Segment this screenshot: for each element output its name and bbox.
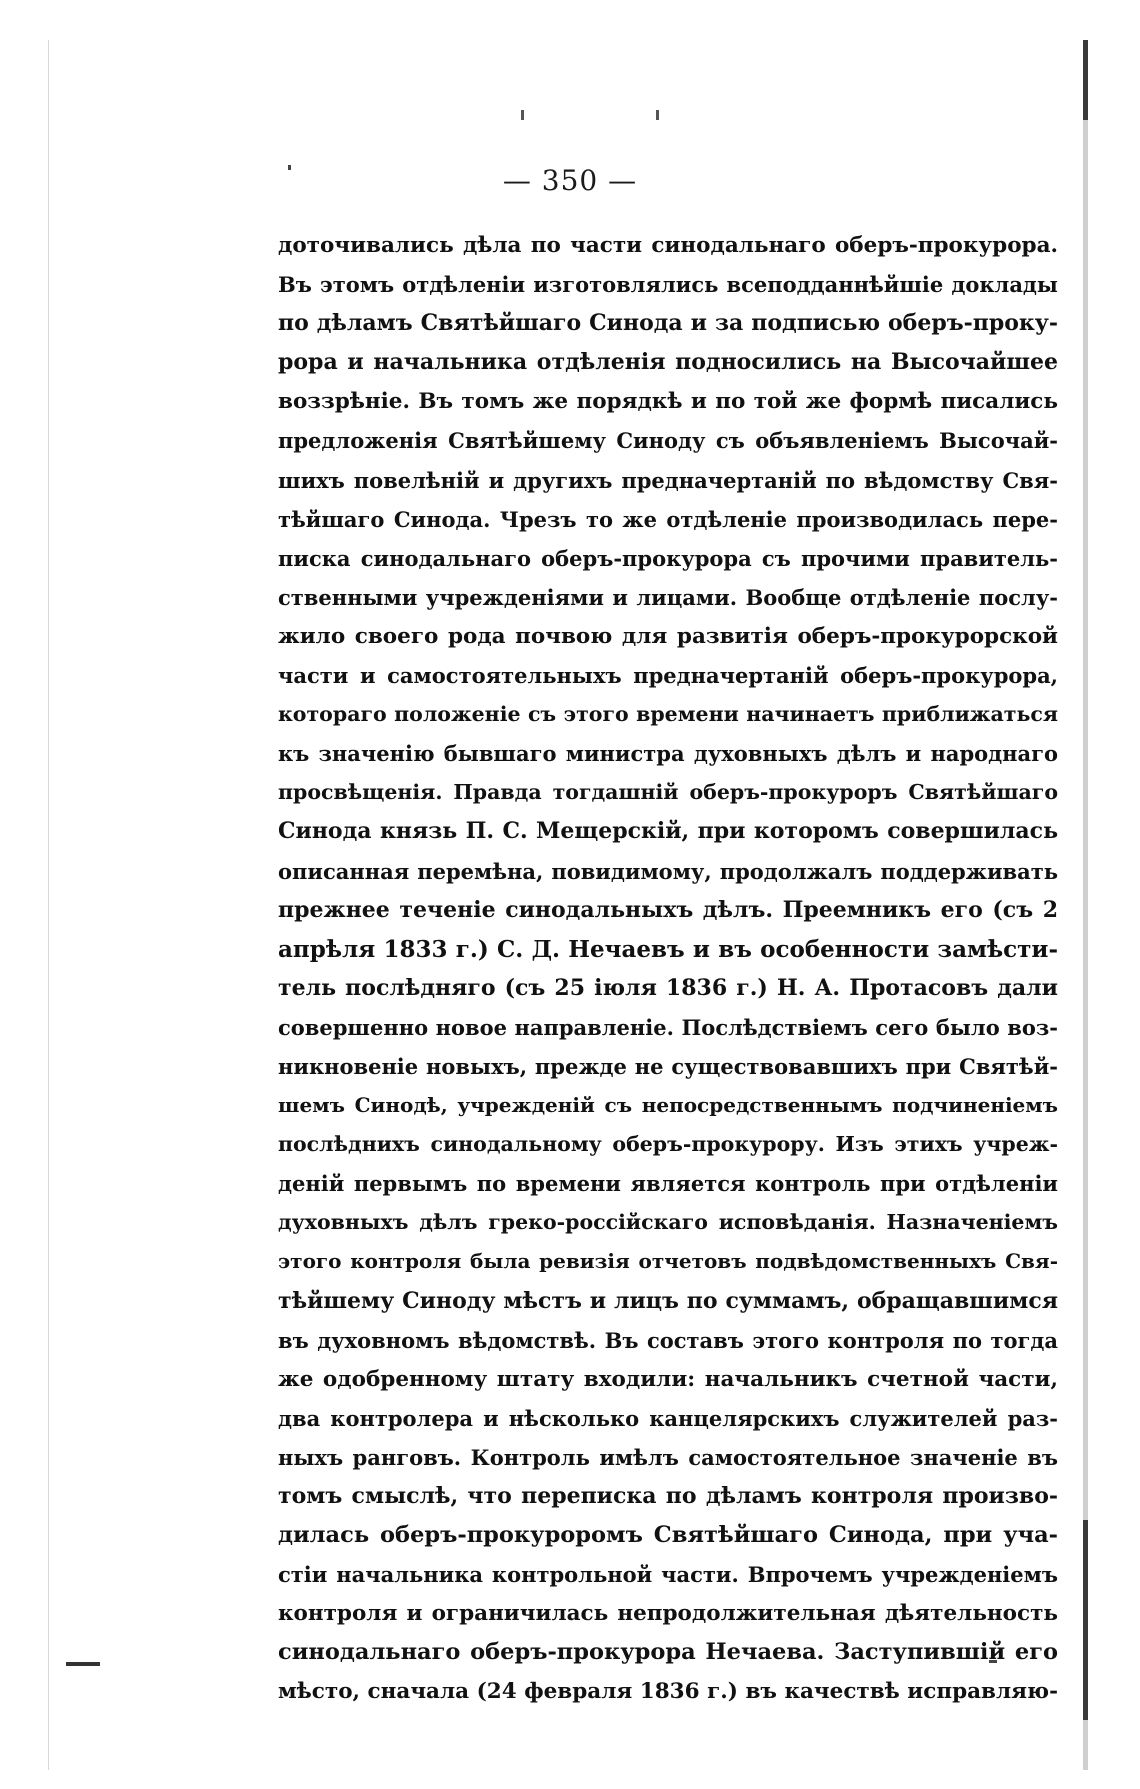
text-line: Синода князь П. С. Мещерскій, при которомъ совершилась <box>278 818 1058 845</box>
text-line: котораго положеніе съ этого времени начинаетъ приближаться <box>278 702 1058 727</box>
text-line: части и самостоятельныхъ предначертаній оберъ-прокурора, <box>278 663 1058 689</box>
scan-edge-shadow-top <box>1083 40 1088 120</box>
text-line: тѣйшему Синоду мѣстъ и лицъ по суммамъ, обращавшимся <box>278 1287 1058 1314</box>
text-line: томъ смыслѣ, что переписка по дѣламъ контроля произво- <box>278 1483 1058 1509</box>
text-line: же одобренному штату входили: начальникъ счетной части, <box>278 1366 1058 1392</box>
text-line: къ значенію бывшаго министра духовныхъ дѣлъ и народнаго <box>278 741 1058 767</box>
scan-margin-line-left <box>48 40 49 1770</box>
text-line: описанная перемѣна, повидимому, продолжалъ поддерживать <box>278 858 1058 884</box>
text-line: воззрѣніе. Въ томъ же порядкѣ и по той же формѣ писались <box>278 389 1058 415</box>
text-line: совершенно новое направленіе. Послѣдствіемъ сего было воз- <box>278 1014 1058 1040</box>
body-text <box>278 226 1058 1712</box>
text-line: деній первымъ по времени является контроль при отдѣленіи <box>278 1171 1058 1197</box>
text-line: прежнее теченіе синодальныхъ дѣлъ. Преемникъ его (съ 2 <box>278 896 1058 923</box>
scan-speck <box>521 110 524 120</box>
text-line: послѣднихъ синодальному оберъ-прокурору. Изъ этихъ учреж- <box>278 1132 1058 1157</box>
scan-margin-line-right <box>1083 40 1088 1770</box>
text-line: контроля и ограничилась непродолжительная дѣятельность <box>278 1601 1058 1627</box>
scan-speck <box>656 110 659 120</box>
text-line: шихъ повелѣній и другихъ предначертаній по вѣдомству Свя- <box>278 467 1058 493</box>
text-line: по дѣламъ Святѣйшаго Синода и за подписью оберъ-проку- <box>278 310 1058 337</box>
text-line: въ духовномъ вѣдомствѣ. Въ составъ этого контроля по тогда <box>278 1327 1058 1353</box>
text-line: рора и начальника отдѣленія подносились на Высочайшее <box>278 349 1058 376</box>
text-line: ственными учрежденіями и лицами. Вообще отдѣленіе послу- <box>278 584 1058 610</box>
text-line: дилась оберъ-прокуроромъ Святѣйшаго Синода, при уча- <box>278 1522 1058 1549</box>
text-line: этого контроля была ревизія отчетовъ подвѣдомственныхъ Свя- <box>278 1249 1058 1274</box>
text-line: доточивались дѣла по части синодальнаго оберъ-прокурора. <box>278 233 1058 258</box>
text-line: синодальнаго оберъ-прокурора Нечаева. Заступившій его <box>278 1639 1058 1666</box>
text-line: тѣйшаго Синода. Чрезъ то же отдѣленіе производилась пере- <box>278 506 1058 532</box>
text-line: ныхъ ранговъ. Контроль имѣлъ самостоятельное значеніе въ <box>278 1444 1058 1470</box>
text-line: апрѣля 1833 г.) С. Д. Нечаевъ и въ особенности замѣсти- <box>278 935 1058 963</box>
text-line: духовныхъ дѣлъ греко-россійскаго исповѣданія. Назначеніемъ <box>278 1210 1058 1235</box>
text-line: жило своего рода почвою для развитія оберъ-прокурорской <box>278 623 1058 649</box>
text-line: стіи начальника контрольной части. Впрочемъ учрежденіемъ <box>278 1562 1058 1588</box>
text-line: тель послѣдняго (съ 25 іюля 1836 г.) Н. А. Протасовъ дали <box>278 974 1058 1001</box>
text-line: Въ этомъ отдѣленіи изготовлялись всеподданнѣйшіе доклады <box>278 272 1058 298</box>
text-line: шемъ Синодѣ, учрежденій съ непосредственнымъ подчиненіемъ <box>278 1093 1058 1118</box>
text-line: просвѣщенія. Правда тогдашній оберъ-прокуроръ Святѣйшаго <box>278 780 1058 805</box>
text-line: мѣсто, сначала (24 февраля 1836 г.) въ качествѣ исправляю- <box>278 1679 1058 1705</box>
text-line: два контролера и нѣсколько канцелярскихъ служителей раз- <box>278 1405 1058 1431</box>
text-line: предложенія Святѣйшему Синоду съ объявленіемъ Высочай- <box>278 428 1058 454</box>
text-line: писка синодальнаго оберъ-прокурора съ прочими правитель- <box>278 545 1058 571</box>
text-line: никновеніе новыхъ, прежде не существовавшихъ при Святѣй- <box>278 1053 1058 1079</box>
scan-edge-shadow-bottom <box>1083 1520 1088 1720</box>
page-number: — 350 — <box>502 164 638 197</box>
scan-smudge-bottom-left <box>66 1662 100 1666</box>
